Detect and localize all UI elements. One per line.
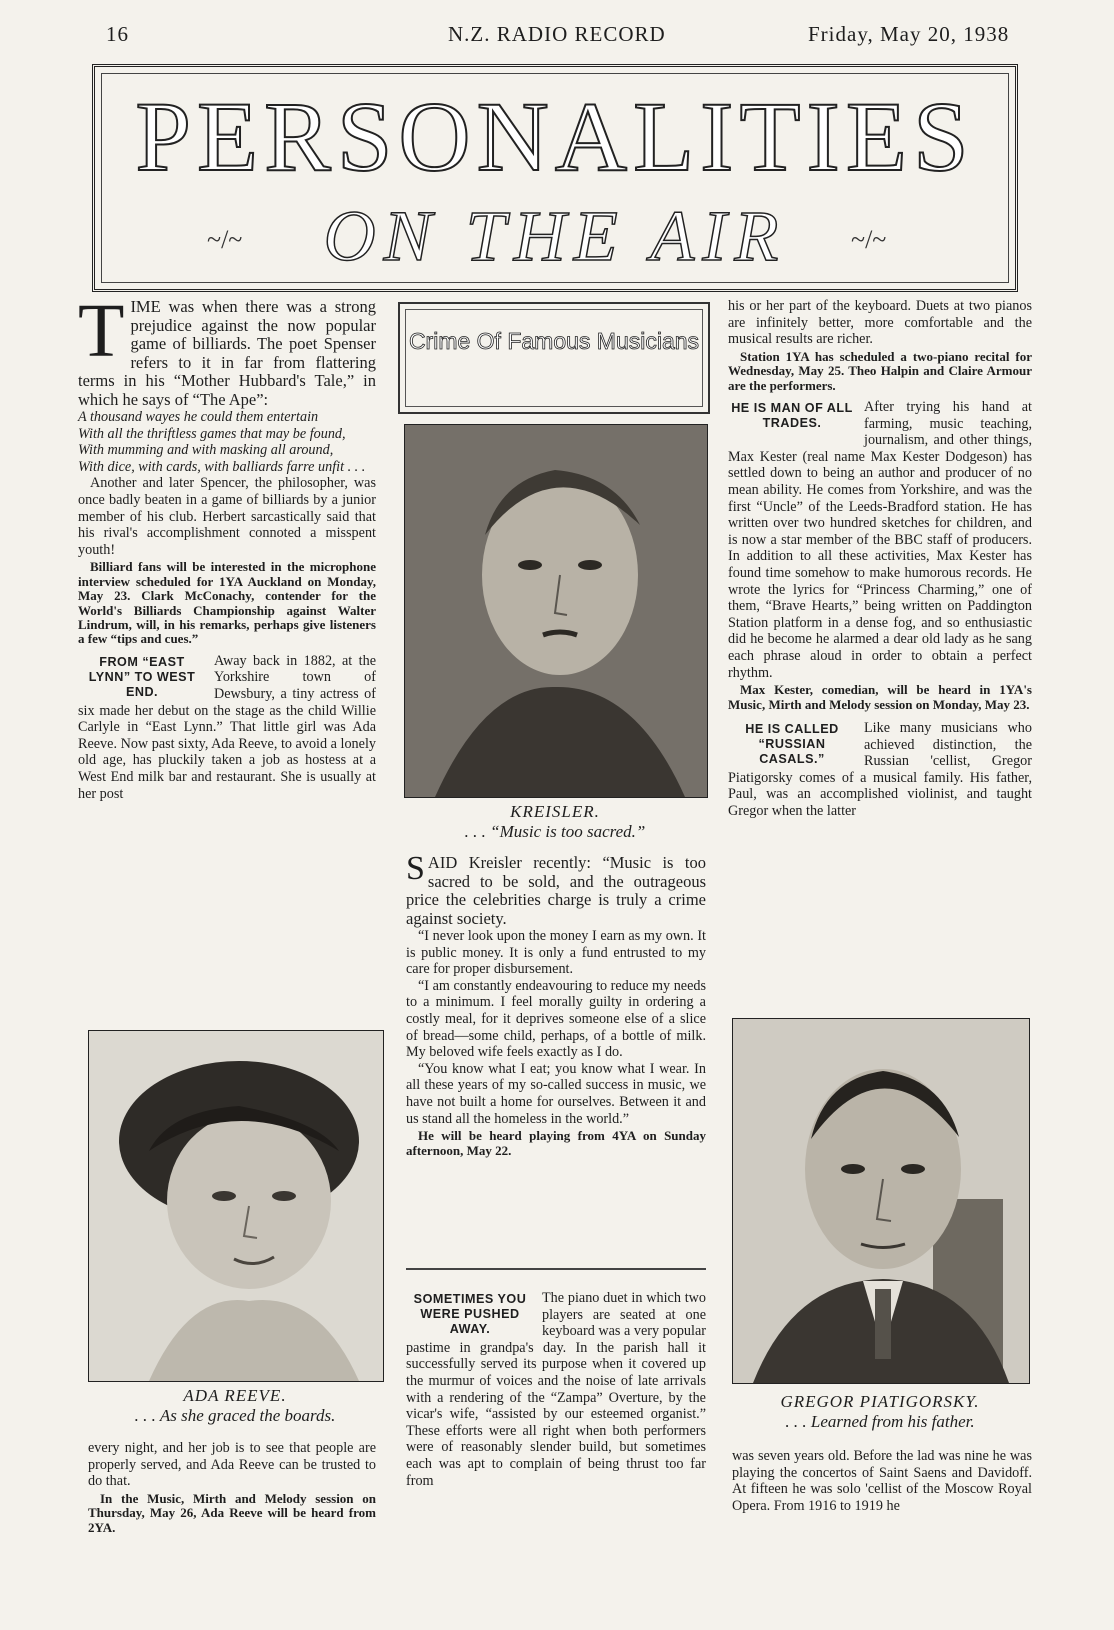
broadcast-note: He will be heard playing from 4YA on Sunday afternoon, May 22. <box>406 1128 706 1158</box>
kreisler-photo <box>404 424 708 798</box>
caption-name: KREISLER. <box>510 802 600 821</box>
broadcast-note: Billiard fans will be interested in the microphone interview scheduled for 1YA Auckland on Monday, May 23. Clark McConachy, contender for the World's Billiards Championship against Walter Lindrum, will, in his remarks, perhaps give listeners a few “tips and cues.” <box>78 559 376 647</box>
paragraph: Away back in 1882, at the Yorkshire town of Dewsbury, a tiny actress of six made her debut on the stage as the child Willie Carlyle in “East Lynn.” That little girl was Ada Reeve. Now past sixty, Ada Reeve, to avoid a lonely old age, has pluckily taken a job as hostess at a West End milk bar and restaurant. She is usually at her post <box>78 652 376 802</box>
subheading: HE IS MAN OF ALL TRADES. <box>731 401 853 430</box>
paragraph: every night, and her job is to see that people are properly served, and Ada Reeve can be trusted to do that. <box>88 1440 376 1490</box>
broadcast-note: Max Kester, comedian, will be heard in 1YA's Music, Mirth and Melody session on Monday, May 23. <box>728 682 1032 712</box>
paragraph: “I never look upon the money I earn as my own. It is public money. It is only a fund entrusted to my care for proper disbursement. <box>406 928 706 978</box>
paragraph: After trying his hand at farming, music teaching, journalism, and other things, Max Kester (real name Max Kester Dodgeson) has settled down to being an author and producer of no mean ability. He comes from Yorkshire, and was the first “Uncle” of the Leeds-Bradford station. He has written over two hundred sketches for children, and is now a star member of the BBC staff of producers. In addition to all these activities, Max Kester has found time somehow to make humorous records. He wrote the lyrics for “Princess Charming,” one of them, “Brave Hearts,” being written on Paddington Station platform in a dense fog, and so enthusiastic did he become he alarmed a dear old lady as he sang each phrase aloud in order to obtain a perfect rhythm. <box>728 399 1032 681</box>
column-2-continued <box>406 1290 706 1489</box>
column-3-text <box>728 298 1032 819</box>
banner-subtitle: ON THE AIR <box>323 196 787 276</box>
box-heading-title: Crime Of Famous Musicians <box>405 309 703 407</box>
caption-tagline: . . . Learned from his father. <box>785 1412 975 1431</box>
subheading: HE IS CALLED “RUSSIAN CASALS.” <box>745 721 839 766</box>
verse-line: With mumming and with masking all around, <box>78 442 334 459</box>
verse-line: A thousand wayes he could them entertain <box>78 409 319 425</box>
verse-line: With dice, with cards, with balliards farre unfit . . . <box>78 458 366 475</box>
running-header <box>0 22 1114 52</box>
piatigorsky-caption <box>732 1392 1028 1432</box>
paragraph: Another and later Spencer, the philosopher, was once badly beaten in a game of billiards by a junior member of his club. Herbert sarcastically said that his rival's accomplishment connoted a misspent youth! <box>78 475 376 558</box>
drop-cap: T <box>78 289 125 373</box>
paragraph: was seven years old. Before the lad was nine he was playing the concertos of Saint Saens and Davidoff. At fifteen he was solo 'cellist of the Moscow Royal Opera. From 1916 to 1919 he <box>732 1448 1032 1514</box>
page-number: 16 <box>106 22 129 46</box>
section-divider <box>406 1268 706 1270</box>
subheading: FROM “EAST LYNN” TO WEST END. <box>88 654 196 699</box>
ada-reeve-caption <box>88 1386 382 1426</box>
drop-cap: S <box>406 850 425 887</box>
paragraph: “I am constantly endeavouring to reduce my needs to a minimum. I feel morally guilty in ordering a costly meal, for it deprives someone else of a slice of bread—some child, perhaps, of a bottle of milk. My beloved wife feels exactly as I do. <box>406 977 706 1061</box>
kreisler-caption <box>404 802 706 842</box>
column-3-continued <box>732 1448 1032 1514</box>
paragraph: Like many musicians who achieved distinction, the Russian 'cellist, Gregor Piatigorsky comes of a musical family. His father, Paul, was an accomplished violinist, and taught Gregor when the latter <box>728 719 1032 819</box>
kreisler-portrait-icon <box>405 425 707 797</box>
article-box-heading <box>398 302 710 414</box>
caption-name: GREGOR PIATIGORSKY. <box>780 1392 980 1411</box>
paragraph: “You know what I eat; you know what I wear. In all these years of my so-called success in music, we have not built a home for ourselves. Between it and us stand all the homeless in the world.” <box>406 1060 706 1127</box>
article-lead: AID Kreisler recently: “Music is too sacred to be sold, and the outrageous price the celebrities charge is truly a crime against society. <box>406 853 706 928</box>
broadcast-note: In the Music, Mirth and Melody session on Thursday, May 26, Ada Reeve will be heard from 2YA. <box>88 1490 376 1535</box>
broadcast-note: Station 1YA has scheduled a two-piano recital for Wednesday, May 25. Theo Halpin and Claire Armour are the performers. <box>728 348 1032 393</box>
paragraph: his or her part of the keyboard. Duets at two pianos are infinitely better, more comfortable and the musical results are richer. <box>728 298 1032 348</box>
ada-reeve-portrait-icon <box>89 1031 383 1381</box>
subheading: SOMETIMES YOU WERE PUSHED AWAY. <box>413 1292 527 1336</box>
ada-reeve-photo <box>88 1030 384 1382</box>
paragraph: The piano duet in which two players are seated at one keyboard was a very popular pastime in grandpa's day. In the parish hall it successfully served its purpose when it covered up the murmur of voices and the noise of late arrivals with a rendering of the “Zampa” Overture, by the vicar's wife, “assisted by our esteemed organist.” These efforts were all right when both performers were of reasonably slender build, but sometimes each was apt to complain of being thrust too far from <box>406 1290 706 1489</box>
caption-name: ADA REEVE. <box>183 1386 287 1405</box>
title-banner <box>92 64 1018 292</box>
verse-line: With all the thriftless games that may be found, <box>78 425 346 442</box>
caption-tagline: . . . As she graced the boards. <box>134 1406 336 1425</box>
ornament-right-icon: ~/~ <box>851 225 887 254</box>
banner-title: PERSONALITIES <box>135 81 975 192</box>
column-2-text <box>406 850 706 1160</box>
article-lead: IME was when there was a strong prejudice against the now popular game of billiards. The poet Spenser refers to it in far from flattering terms in his “Mother Hubbard's Tale,” in which he says of “The Ape”: <box>78 297 376 409</box>
issue-date: Friday, May 20, 1938 <box>808 22 1010 46</box>
column-1-text <box>78 289 376 802</box>
piatigorsky-photo <box>732 1018 1030 1384</box>
piatigorsky-portrait-icon <box>733 1019 1029 1383</box>
spenser-verse <box>78 409 376 475</box>
ornament-left-icon: ~/~ <box>207 225 243 254</box>
publication-title: N.Z. RADIO RECORD <box>448 22 666 46</box>
caption-tagline: . . . “Music is too sacred.” <box>464 822 646 841</box>
column-1-continued <box>88 1440 376 1537</box>
